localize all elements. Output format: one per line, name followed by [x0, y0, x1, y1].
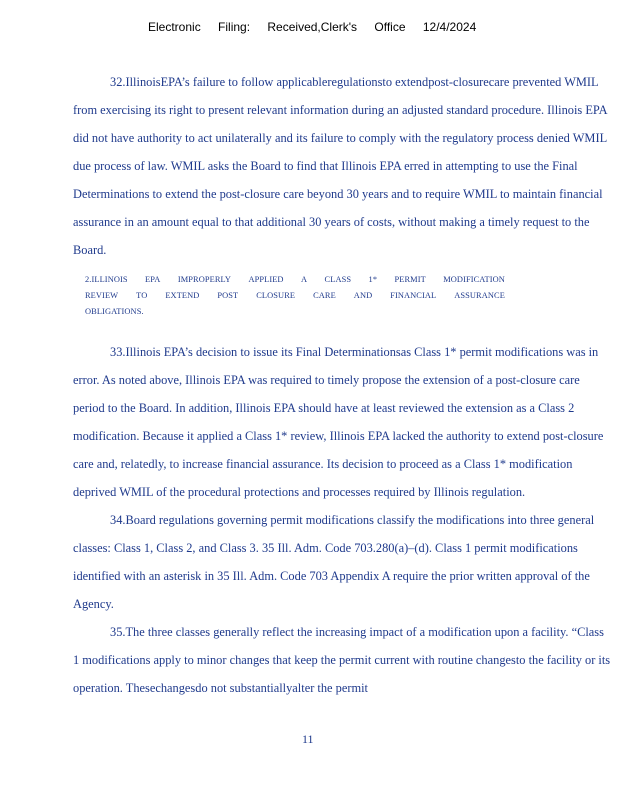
- heading-word: FINANCIAL: [390, 291, 437, 300]
- filing-stamp-header: [148, 20, 490, 34]
- heading-word: TO: [136, 291, 148, 300]
- heading-word: EPA: [145, 275, 161, 284]
- heading-word: 1*: [368, 275, 378, 284]
- section-heading: [85, 272, 505, 320]
- paragraph-35: 35.The three classes generally reflect the increasing impact of a modification upon a facility. “Class 1 modifications apply to minor changes that keep the permit current with routine changesto the facility or its operation. Thesechangesdo not substantiallyalter the permit: [73, 625, 611, 695]
- heading-word: A: [300, 275, 308, 284]
- paragraph-33: 33.Illinois EPA’s decision to issue its Final Determinationsas Class 1* permit modifications was in error. As noted above, Illinois EPA was required to timely propose the extension of a post-closure care period to the Board. In addition, Illinois EPA should have at least reviewed the extension as a Class 2 modification. Because it applied a Class 1* review, Illinois EPA lacked the authority to extend post-closure care and, relatedly, to increase financial assurance. Its decision to proceed as a Class 1* modification deprived WMIL of the procedural protections and processes required by Illinois regulation.: [73, 345, 604, 499]
- header-received-clerks: Received,Clerk's: [267, 20, 358, 34]
- heading-word: REVIEW: [85, 291, 119, 300]
- header-electronic: Electronic: [148, 20, 201, 34]
- heading-word: PERMIT: [394, 275, 426, 284]
- heading-word: CLASS: [324, 275, 352, 284]
- header-office: Office: [374, 20, 406, 34]
- heading-word: APPLIED: [248, 275, 284, 284]
- heading-word: MODIFICATION: [443, 275, 505, 284]
- document-body: [73, 68, 613, 702]
- page-number: 11: [302, 732, 314, 746]
- paragraph-34: 34.Board regulations governing permit modifications classify the modifications into three general classes: Class 1, Class 2, and Class 3. 35 Ill. Adm. Code 703.280(a)–(d). Class 1 permit modifications identified with an asterisk in 35 Ill. Adm. Code 703 Appendix A require the prior written approval of the Agency.: [73, 513, 595, 611]
- header-filing: Filing:: [218, 20, 251, 34]
- heading-line-3: OBLIGATIONS.: [85, 307, 144, 316]
- header-date: 12/4/2024: [422, 20, 477, 34]
- heading-word: CLOSURE: [256, 291, 296, 300]
- heading-word: EXTEND: [165, 291, 200, 300]
- paragraph-32: 32.IllinoisEPA’s failure to follow applicableregulationsto extendpost-closurecare prevented WMIL from exercising its right to present relevant information during an adjusted standard procedure. Illinois EPA did not have authority to act unilaterally and its failure to comply with the regulatory process denied WMIL due process of law. WMIL asks the Board to find that Illinois EPA erred in attempting to use the Final Determinations to extend the post-closure care beyond 30 years and to require WMIL to maintain financial assurance in an amount equal to that additional 30 years of costs, without making a timely request to the Board.: [73, 75, 607, 257]
- heading-word: 2.ILLINOIS: [85, 275, 128, 284]
- heading-word: POST: [217, 291, 239, 300]
- heading-word: AND: [353, 291, 373, 300]
- heading-word: ASSURANCE: [454, 291, 505, 300]
- heading-word: CARE: [313, 291, 336, 300]
- heading-line-2: [85, 288, 505, 304]
- heading-word: IMPROPERLY: [177, 275, 232, 284]
- heading-line-1: [85, 272, 505, 288]
